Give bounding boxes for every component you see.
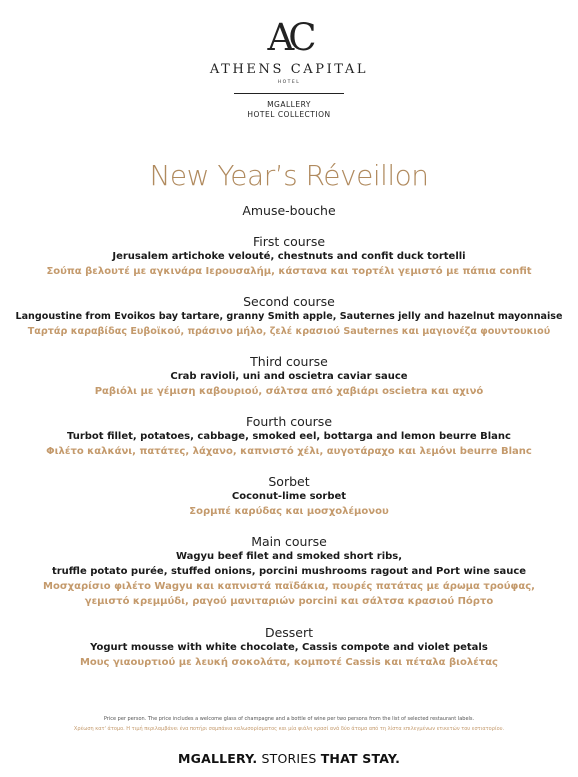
course-third: [0, 354, 578, 399]
course-heading: Third course: [250, 354, 328, 369]
fine-print-english: Price per person. The price includes a welcome glass of champagne and a bottle of wine per two persons from the list of selected restaurant labels.: [103, 716, 475, 722]
course-heading: Fourth course: [245, 414, 333, 429]
course-sorbet: [0, 474, 578, 519]
course-fourth: [0, 414, 578, 459]
course-greek: Φιλέτο καλκάνι, πατάτες, λάχανο, καπνιστό χέλι, αυγοτάραχο και λεμόνι beurre Blanc: [46, 446, 532, 457]
footer-brand: MGALLERY.: [177, 751, 258, 766]
course-first: [0, 234, 578, 279]
amuse-bouche-heading: Amuse-bouche: [242, 203, 336, 218]
course-english: Crab ravioli, uni and oscietra caviar sauce: [170, 371, 408, 382]
logo-hotel-name: ATHENS CAPITAL: [209, 62, 369, 77]
course-english: Langoustine from Evoikos bay tartare, granny Smith apple, Sauternes jelly and hazelnut mayonnaise: [15, 311, 563, 322]
course-heading: Second course: [243, 294, 335, 309]
course-greek: Ραβιόλι με γέμιση καβουριού, σάλτσα από χαβιάρι oscietra και αχινό: [94, 386, 484, 397]
logo-monogram: AC: [267, 16, 311, 59]
course-greek: Σούπα βελουτέ με αγκινάρα Ιερουσαλήμ, κάστανα και τορτέλι γεμιστό με πάπια confit: [46, 266, 532, 277]
course-english: Yogurt mousse with white chocolate, Cassis compote and violet petals: [90, 642, 488, 653]
course-greek: Μους γιαουρτιού με λευκή σοκολάτα, κομποτέ Cassis και πέταλα βιολέτας: [79, 657, 498, 668]
course-greek: γεμιστό κρεμμύδι, ραγού μανιταριών porcini και σάλτσα κρασιού Πόρτο: [84, 596, 494, 607]
logo-hotel-sub: HOTEL: [277, 80, 301, 85]
fine-print-greek: Χρέωση κατ' άτομο. Η τιμή περιλαμβάνει ένα ποτήρι σαμπάνια καλωσορίσματος και μία φιάλη κρασί ανά δύο άτομα από τη λίστα επιλεγμένων ετικετών του εστιατορίου.: [73, 726, 505, 732]
course-heading: Main course: [251, 534, 327, 549]
logo-brand-line2: HOTEL COLLECTION: [247, 110, 331, 119]
course-english: Turbot fillet, potatoes, cabbage, smoked eel, bottarga and lemon beurre Blanc: [67, 431, 511, 442]
footer-tagline-b: THAT STAY.: [320, 751, 401, 766]
course-english: Coconut-lime sorbet: [231, 491, 347, 502]
course-greek: Ταρτάρ καραβίδας Ευβοϊκού, πράσινο μήλο, ζελέ κρασιού Sauternes και μαγιονέζα φουντουκιού: [27, 326, 551, 337]
course-english: Wagyu beef filet and smoked short ribs,: [175, 551, 403, 562]
course-greek: Μοσχαρίσιο φιλέτο Wagyu και καπνιστά παϊδάκια, πουρές πατάτας με άρωμα τρούφας,: [43, 581, 535, 592]
footer-tagline-a: STORIES: [261, 751, 317, 766]
course-english: truffle potato purée, stuffed onions, porcini mushrooms ragout and Port wine sauce: [51, 566, 527, 577]
course-main: [0, 534, 578, 609]
course-heading: First course: [252, 234, 326, 249]
course-heading: Dessert: [264, 625, 314, 640]
hotel-logo: [0, 18, 578, 119]
course-greek: Σορμπέ καρύδας και μοσχολέμονου: [189, 506, 389, 517]
course-second: [0, 294, 578, 339]
course-heading: Sorbet: [268, 474, 310, 489]
course-english: Jerusalem artichoke velouté, chestnuts and confit duck tortelli: [112, 251, 466, 262]
footer-tagline: [0, 751, 578, 766]
course-dessert: [0, 625, 578, 670]
logo-brand-line1: MGALLERY: [267, 100, 311, 109]
logo-divider: [234, 93, 344, 94]
menu-title: New Year’s Réveillon: [149, 159, 429, 192]
